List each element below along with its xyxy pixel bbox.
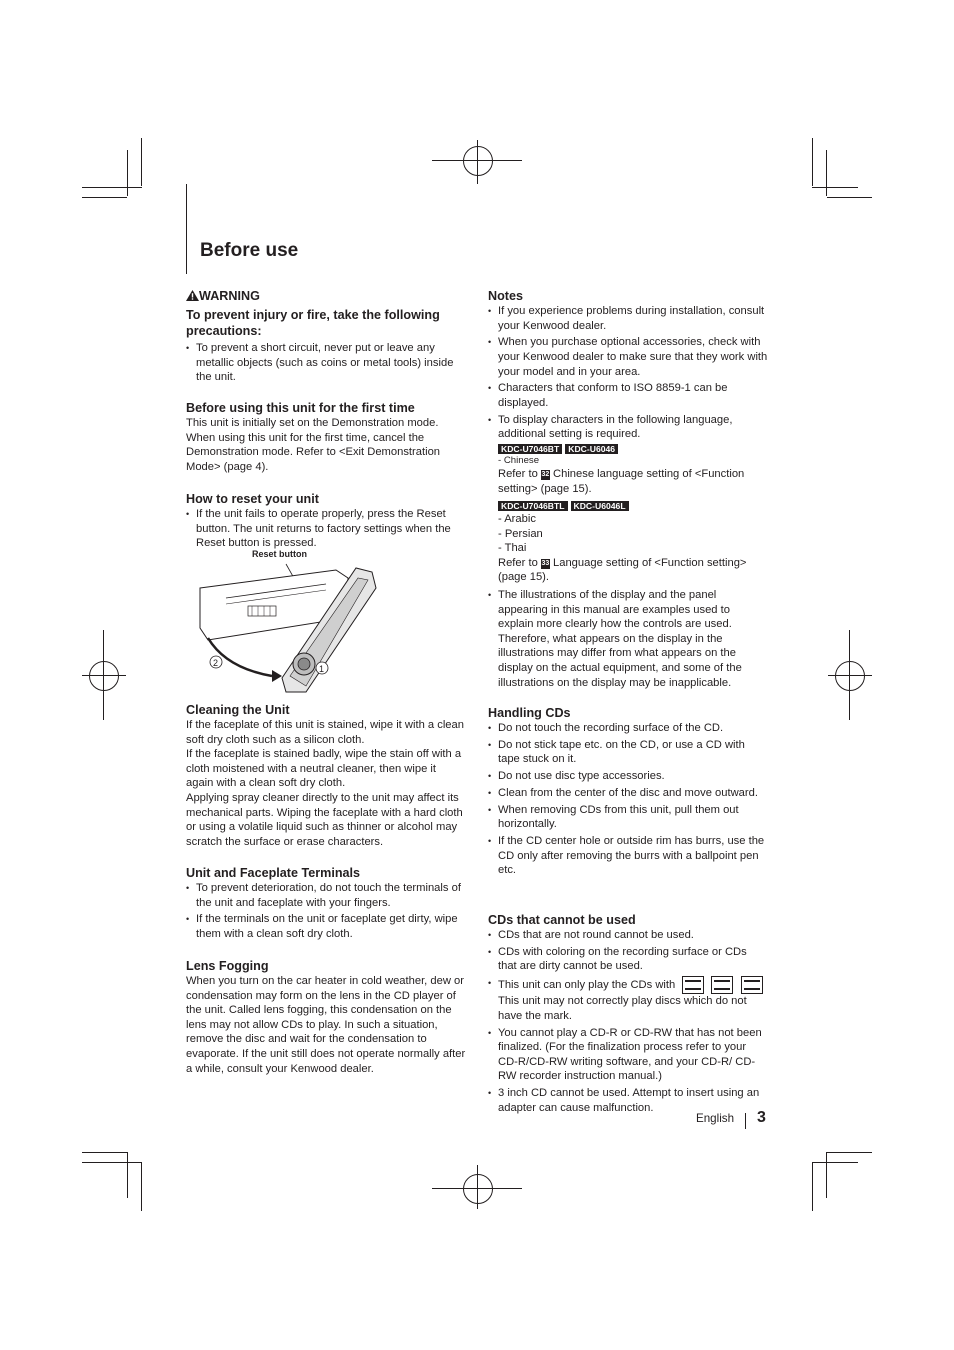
paragraph: If the faceplate of this unit is stained, wipe it with a clean soft dry cloth such as a silicon cloth. [186, 719, 464, 746]
page-number: 3 [757, 1109, 766, 1126]
list-item [488, 413, 768, 585]
step-1-label: 1 [319, 664, 325, 674]
refer-prefix: Refer to [498, 467, 538, 480]
registration-mark [89, 661, 119, 691]
crop-mark [127, 150, 128, 196]
warning-list [186, 341, 466, 385]
list-item [488, 976, 768, 1023]
section-heading: Handling CDs [488, 706, 571, 720]
warning-label: WARNING [186, 288, 466, 304]
notes-list [488, 304, 768, 690]
registration-mark [463, 1174, 493, 1204]
title-rule [186, 184, 187, 274]
language-arabic: - Arabic [498, 513, 536, 526]
reference-number-icon: 33 [541, 559, 550, 567]
crop-mark [826, 150, 827, 196]
cleaning-section [186, 702, 466, 849]
handling-section [488, 705, 768, 880]
registration-mark [463, 146, 493, 176]
paragraph: This unit is initially set on the Demonstration mode. When using this unit for the first time, cancel the Demonstration mode. Refer to <Exit Demonstration Mode> (page 4). [186, 417, 441, 473]
crop-mark [141, 1163, 142, 1211]
list-item: • If the CD center hole or outside rim has burrs, use the CD only after removing the burrs with a ballpoint pen etc. [488, 834, 768, 878]
warning-heading: To prevent injury or fire, take the following precautions: [186, 308, 440, 338]
crop-mark [812, 1163, 813, 1211]
crop-mark [826, 1152, 827, 1198]
crop-mark [82, 187, 142, 188]
list-item: • CDs with coloring on the recording surface or CDs that are dirty cannot be used. [488, 945, 768, 974]
crop-mark [827, 1152, 872, 1153]
reset-button-label: Reset button [252, 549, 307, 559]
terminals-list [186, 881, 466, 942]
refer-text [498, 556, 768, 585]
list-item: • If the terminals on the unit or faceplate get dirty, wipe them with a clean soft dry cloth. [186, 912, 466, 941]
crop-mark [141, 138, 142, 186]
model-badge: KDC-U7046BTL [498, 501, 568, 511]
faceplate-illustration [186, 558, 386, 698]
section-heading: Unit and Faceplate Terminals [186, 866, 361, 880]
section-heading: Notes [488, 289, 523, 303]
refer-suffix: Language setting of <Function setting> (page 15). [498, 556, 747, 584]
list-item: • Do not stick tape etc. on the CD, or use a CD with tape stuck on it. [488, 738, 768, 767]
warning-section [186, 288, 466, 387]
footer-language: English [696, 1112, 735, 1125]
first-time-section [186, 400, 466, 474]
refer-prefix: Refer to [498, 556, 538, 569]
reset-figure [186, 548, 386, 698]
refer-text [498, 467, 768, 496]
model-badge: KDC-U6046 [565, 444, 618, 454]
list-item: • Clean from the center of the disc and move outward. [488, 786, 768, 801]
list-item: • Do not use disc type accessories. [488, 769, 768, 784]
language-chinese: - Chinese [498, 454, 540, 466]
list-item: • To prevent deterioration, do not touch the terminals of the unit and faceplate with your fingers. [186, 881, 466, 910]
paragraph: Applying spray cleaner directly to the unit may affect its mechanical parts. Wiping the faceplate with a hard cloth or using a volatile liquid such as thinner or alcohol may scratch the surface or erase characters. [186, 791, 463, 848]
section-heading: How to reset your unit [186, 492, 319, 506]
crop-mark [82, 1162, 142, 1163]
cannot-section [488, 912, 768, 1117]
compact-disc-rewritable-logo-icon [741, 976, 763, 994]
crop-mark [812, 187, 858, 188]
reset-section [186, 491, 466, 553]
crop-mark [82, 1152, 127, 1153]
section-heading: CDs that cannot be used [488, 913, 636, 927]
fogging-section [186, 958, 466, 1076]
crop-mark [82, 197, 127, 198]
list-item-text: This unit can only play the CDs with [498, 979, 676, 992]
cannot-list [488, 928, 768, 1115]
notes-section [488, 288, 768, 692]
reset-list [186, 507, 466, 551]
warning-icon [186, 290, 199, 301]
step-2-label: 2 [213, 658, 219, 668]
registration-mark [835, 661, 865, 691]
reference-number-icon: 32 [541, 470, 550, 478]
list-item: • When removing CDs from this unit, pull them out horizontally. [488, 803, 768, 832]
compact-disc-logo-icon [682, 976, 704, 994]
paragraph: When you turn on the car heater in cold weather, dew or condensation may form on the lens in the CD player of the unit. Called lens fogging, this condensation on the lens may not allow CDs to play. In such a situation, remove the disc and wait for the condensation to evaporate. If the unit still does not operate normally after a while, consult your Kenwood dealer. [186, 975, 466, 1075]
footer-separator [745, 1113, 746, 1129]
section-heading: Before using this unit for the first time [186, 401, 415, 415]
list-item: • You cannot play a CD-R or CD-RW that has not been finalized. (For the finalization process refer to your CD-R/CD-RW writing software, and your CD-R/ CD-RW recorder instruction manual.) [488, 1026, 768, 1084]
handling-list [488, 721, 768, 878]
language-thai: - Thai [498, 542, 527, 555]
page-title: Before use [200, 240, 299, 261]
list-item: • CDs that are not round cannot be used. [488, 928, 768, 943]
list-item: • If you experience problems during installation, consult your Kenwood dealer. [488, 304, 768, 333]
list-item-text: This unit may not correctly play discs which do not have the mark. [498, 995, 747, 1022]
list-item: • If the unit fails to operate properly, press the Reset button. The unit returns to factory settings when the Reset button is pressed. [186, 507, 466, 551]
refer-suffix: Chinese language setting of <Function setting> (page 15). [498, 467, 745, 495]
crop-mark [812, 1162, 858, 1163]
list-item: • When you purchase optional accessories, check with your Kenwood dealer to make sure that they work with your model and in your area. [488, 335, 768, 379]
list-item: • To prevent a short circuit, never put or leave any metallic objects (such as coins or metal tools) inside the unit. [186, 341, 466, 385]
section-heading: Cleaning the Unit [186, 703, 290, 717]
model-badge: KDC-U7046BT [498, 444, 562, 454]
paragraph: If the faceplate is stained badly, wipe the stain off with a cloth moistened with a neutral cleaner, then wipe it again with a clean soft dry cloth. [186, 748, 462, 790]
list-item-text: • To display characters in the following language, additional setting is required. [498, 413, 733, 441]
list-item: • The illustrations of the display and the panel appearing in this manual are examples used to explain more clearly how the controls are used. Therefore, what appears on the display in the illustrations may differ from what appears on the display on the actual equipment, and some of the illustrations on the display may be inapplicable. [488, 588, 768, 690]
list-item: • Do not touch the recording surface of the CD. [488, 721, 768, 736]
crop-mark [827, 197, 872, 198]
list-item: • 3 inch CD cannot be used. Attempt to insert using an adapter can cause malfunction. [488, 1086, 768, 1115]
model-badge: KDC-U6046L [571, 501, 629, 511]
terminals-section [186, 865, 466, 944]
language-persian: - Persian [498, 527, 543, 540]
compact-disc-text-logo-icon [711, 976, 733, 994]
crop-mark [812, 138, 813, 186]
crop-mark [127, 1152, 128, 1198]
list-item: • Characters that conform to ISO 8859-1 can be displayed. [488, 381, 768, 410]
section-heading: Lens Fogging [186, 959, 269, 973]
